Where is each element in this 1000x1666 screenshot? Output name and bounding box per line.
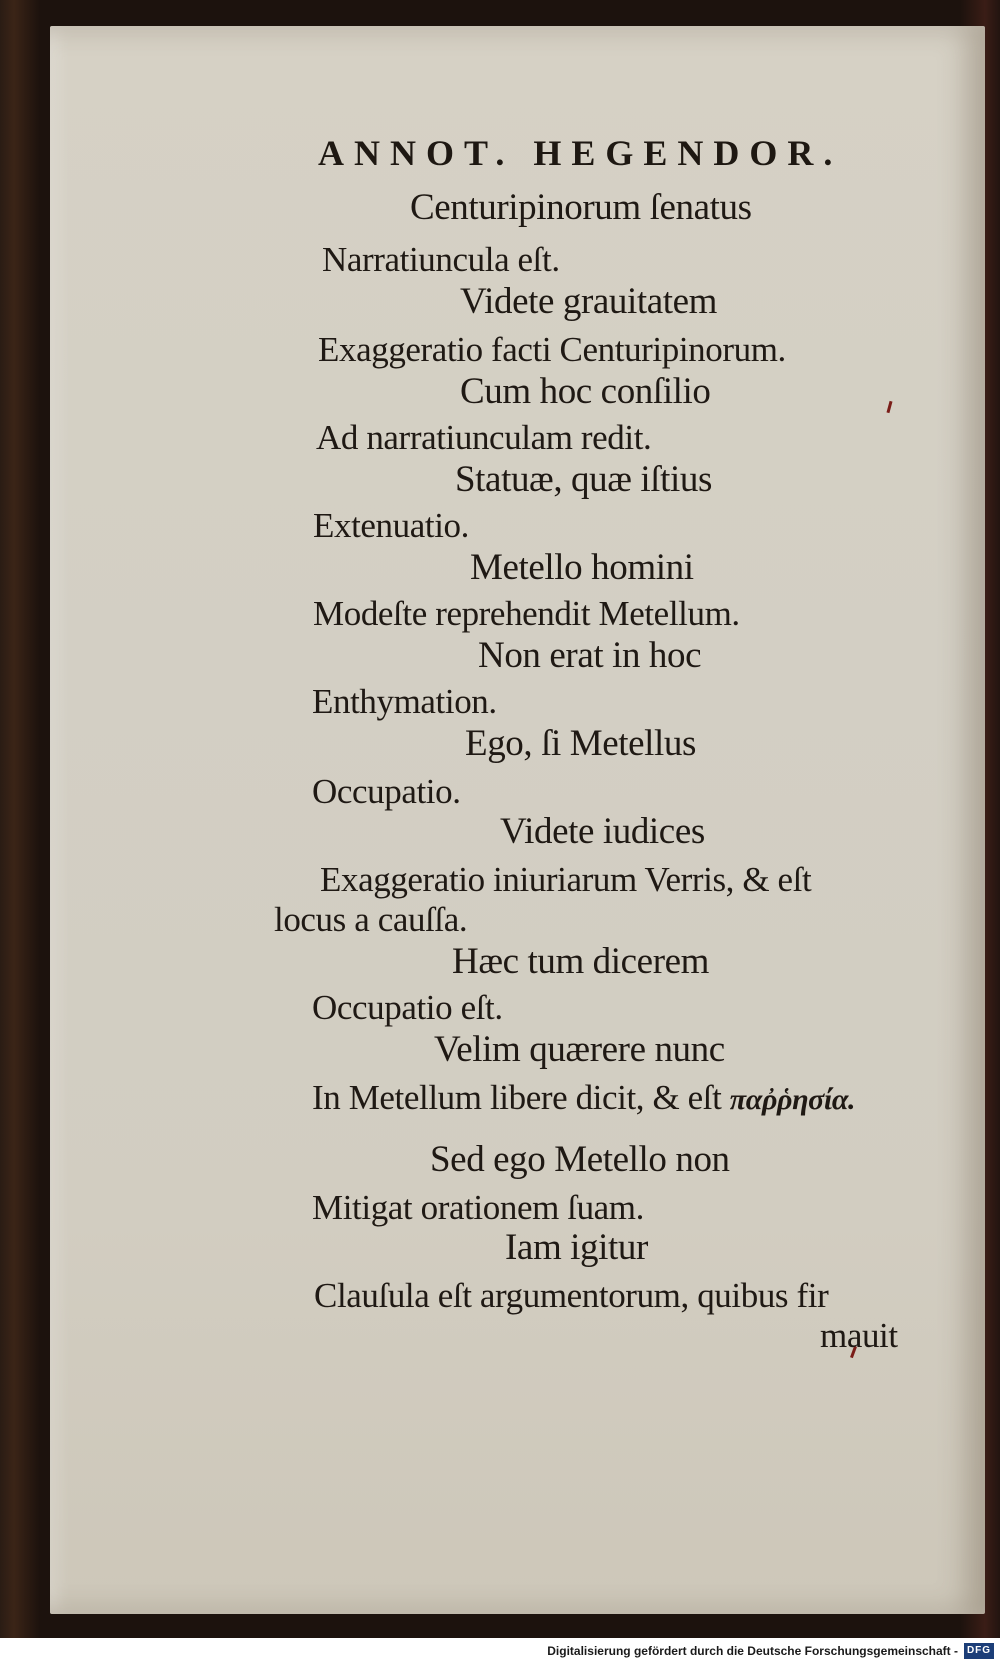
annotation-line bbox=[312, 1078, 855, 1118]
funding-credit: Digitalisierung gefördert durch die Deutsche Forschungsgemeinschaft - bbox=[547, 1644, 958, 1658]
ink-fleck bbox=[886, 401, 892, 413]
annotation-line: Clauſula eſt argumentorum, quibus fir bbox=[314, 1276, 829, 1315]
annotation-text: In Metellum libere dicit, & eſt bbox=[312, 1078, 722, 1117]
annotation-line: Enthymation. bbox=[312, 682, 497, 721]
lemma-line: Iam igitur bbox=[505, 1227, 648, 1268]
lemma-line: Metello homini bbox=[470, 547, 694, 588]
annotation-line: Narratiuncula eſt. bbox=[322, 240, 560, 279]
running-header: ANNOT. HEGENDOR. bbox=[318, 133, 843, 173]
annotation-line: Extenuatio. bbox=[313, 506, 469, 545]
annotation-line: Exaggeratio facti Centuripinorum. bbox=[318, 330, 786, 369]
annotation-line: mauit bbox=[820, 1316, 898, 1355]
lemma-line: Cum hoc conſilio bbox=[460, 371, 711, 412]
lemma-line: Centuripinorum ſenatus bbox=[410, 187, 752, 228]
annotation-line: Modeſte reprehendit Metellum. bbox=[313, 594, 740, 633]
annotation-line: Exaggeratio iniuriarum Verris, & eſt bbox=[320, 860, 812, 899]
annotation-line: locus a cauſſa. bbox=[274, 900, 468, 939]
annotation-line: Occupatio. bbox=[312, 772, 461, 811]
lemma-line: Videte grauitatem bbox=[460, 281, 718, 322]
lemma-line: Videte iudices bbox=[500, 811, 705, 852]
greek-term: παῤῥησία. bbox=[729, 1083, 856, 1116]
annotation-line: Ad narratiunculam redit. bbox=[316, 418, 652, 457]
lemma-line: Hæc tum dicerem bbox=[452, 941, 710, 982]
lemma-line: Statuæ, quæ iſtius bbox=[455, 459, 712, 500]
footer-bar bbox=[0, 1638, 1000, 1666]
lemma-line: Non erat in hoc bbox=[478, 635, 702, 676]
lemma-line: Velim quærere nunc bbox=[434, 1029, 725, 1070]
lemma-line: Ego, ſi Metellus bbox=[465, 723, 696, 764]
annotation-line: Mitigat orationem ſuam. bbox=[312, 1188, 644, 1227]
annotation-line: Occupatio eſt. bbox=[312, 988, 503, 1027]
show-through-text bbox=[350, 96, 358, 130]
dfg-logo: DFG bbox=[964, 1643, 994, 1659]
lemma-line: Sed ego Metello non bbox=[430, 1139, 730, 1180]
